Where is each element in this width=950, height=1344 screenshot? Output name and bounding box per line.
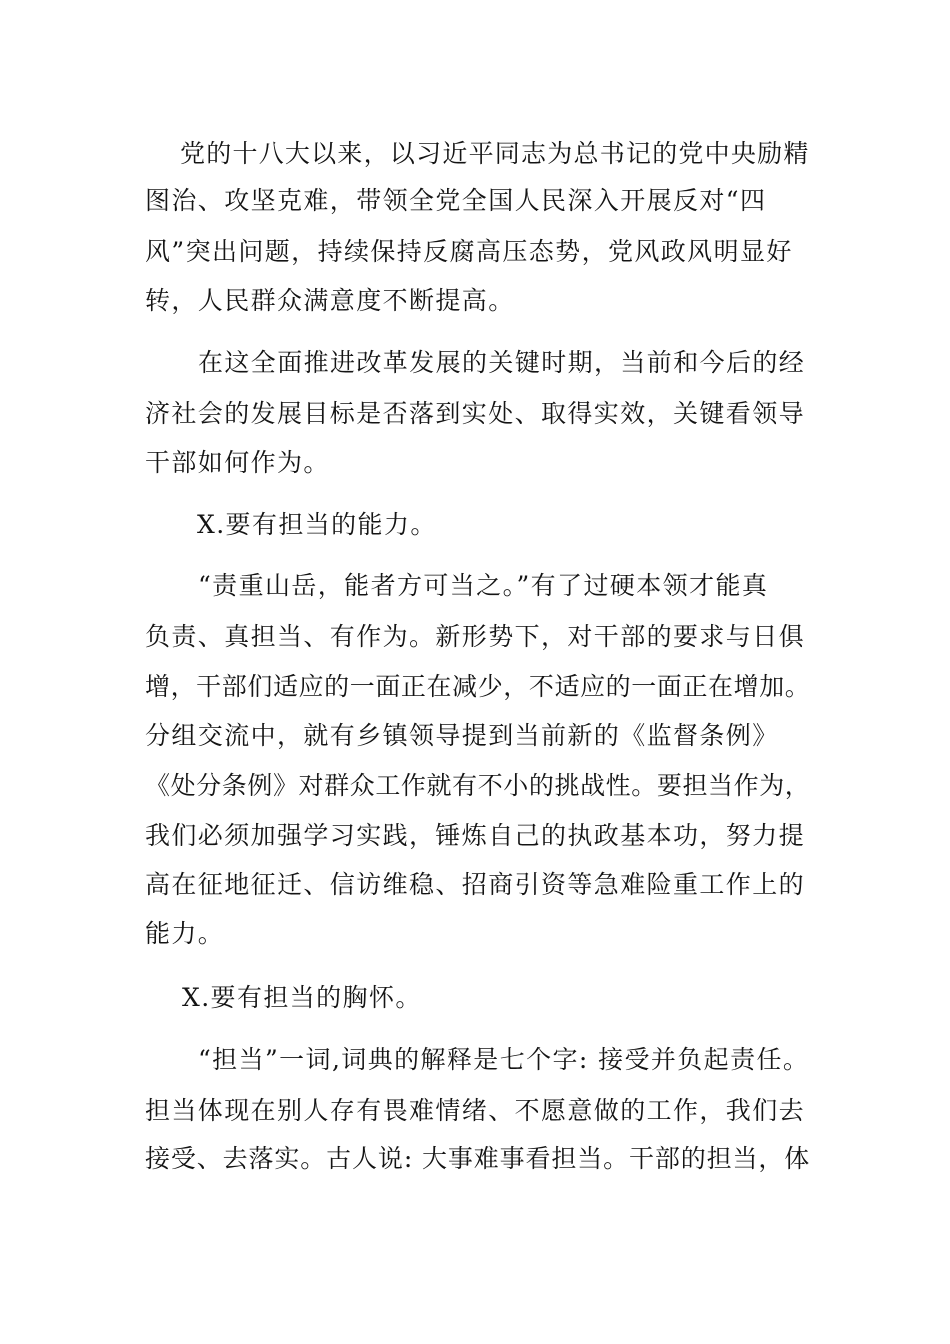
- paragraph-3-line-2: 负责、真担当、有作为。新形势下，对干部的要求与日俱: [145, 622, 806, 651]
- paragraph-2-line-2: 济社会的发展目标是否落到实处、取得实效，关键看领导: [145, 399, 806, 428]
- paragraph-3-line-3: 增，干部们适应的一面正在减少，不适应的一面正在增加。: [145, 672, 811, 701]
- paragraph-4-line-2: 担当体现在别人存有畏难情绪、不愿意做的工作，我们去: [145, 1096, 806, 1125]
- paragraph-3-line-5: 《处分条例》对群众工作就有不小的挑战性。要担当作为，: [145, 771, 811, 800]
- paragraph-1-line-4: 转，人民群众满意度不断提高。: [145, 286, 515, 315]
- paragraph-3-line-1: “责重山岳，能者方可当之。”有了过硬本领才能真: [198, 571, 769, 600]
- paragraph-2-line-1: 在这全面推进改革发展的关键时期，当前和今后的经: [198, 348, 806, 377]
- section-heading-ability: X.要有担当的能力。: [197, 510, 437, 539]
- paragraph-3-line-6: 我们必须加强学习实践，锤炼自己的执政基本功，努力提: [145, 821, 806, 850]
- paragraph-1-line-2: 图治、攻坚克难，带领全党全国人民深入开展反对“四: [145, 186, 767, 215]
- paragraph-4-line-1: “担当”一词,词典的解释是七个字: 接受并负起责任。: [198, 1045, 810, 1074]
- paragraph-3-line-4: 分组交流中，就有乡镇领导提到当前新的《监督条例》: [145, 721, 779, 750]
- paragraph-1-line-1: 党的十八大以来，以习近平同志为总书记的党中央励精: [180, 139, 810, 168]
- paragraph-3-line-8: 能力。: [145, 919, 225, 948]
- paragraph-1-line-3: 风”突出问题，持续保持反腐高压态势，党风政风明显好: [145, 237, 793, 266]
- section-heading-mindset: X.要有担当的胸怀。: [182, 983, 422, 1012]
- paragraph-2-line-3: 干部如何作为。: [145, 448, 330, 477]
- paragraph-3-line-7: 高在征地征迁、信访维稳、招商引资等急难险重工作上的: [145, 870, 806, 899]
- paragraph-4-line-3: 接受、去落实。古人说: 大事难事看担当。干部的担当，体: [145, 1144, 811, 1173]
